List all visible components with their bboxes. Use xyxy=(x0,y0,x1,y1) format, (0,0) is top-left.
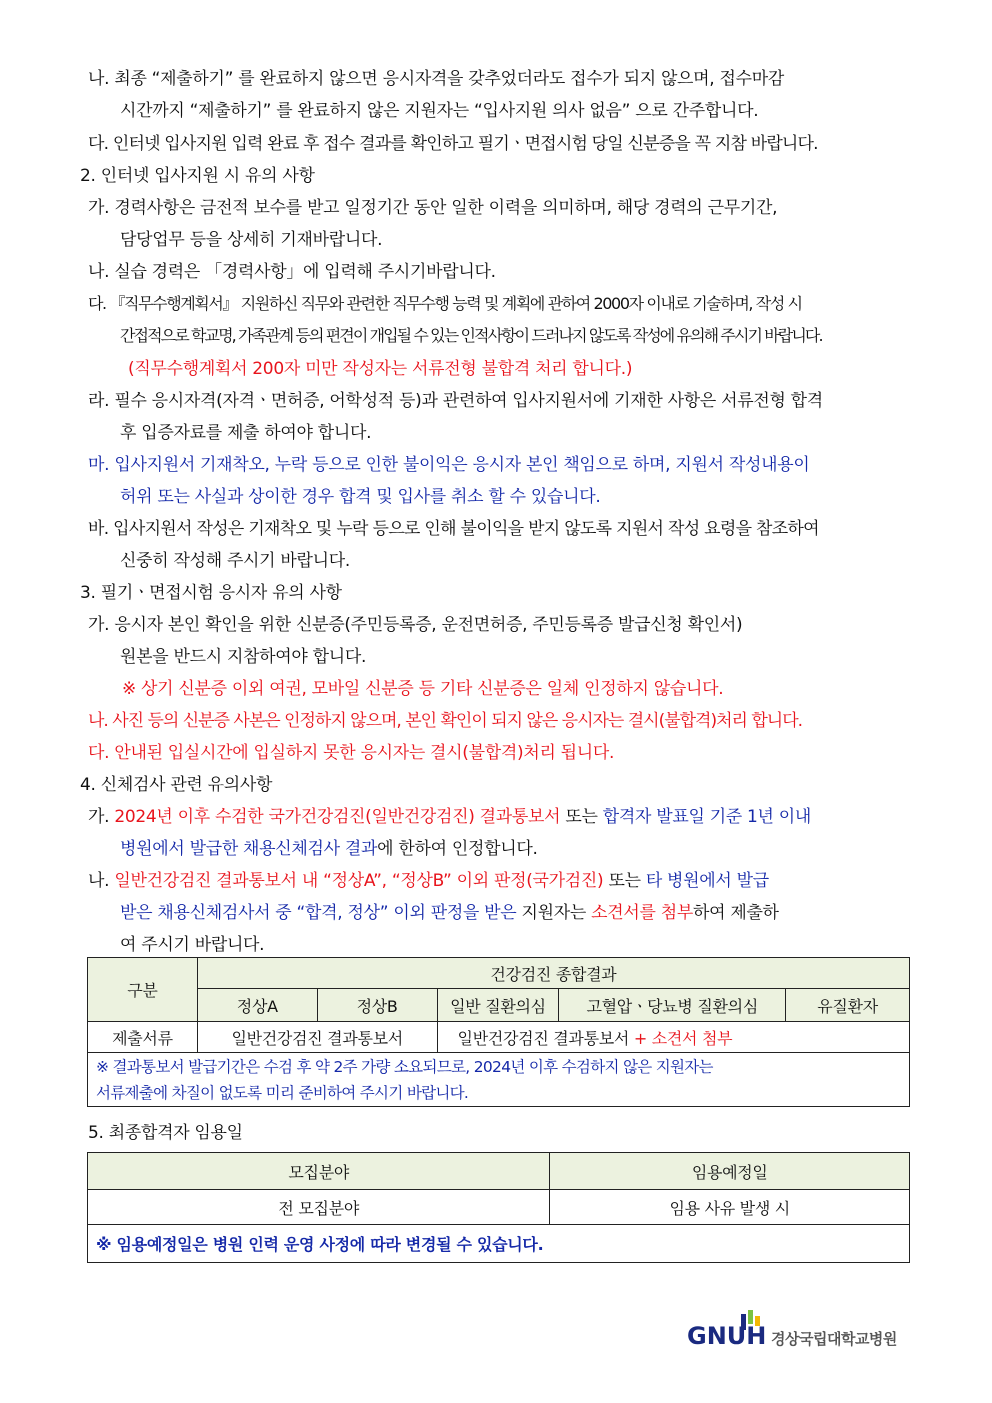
hospital-logo xyxy=(687,1318,917,1358)
submit-text: 하여 제출하 xyxy=(692,903,779,923)
health-check-red-text: 2024년 이후 수검한 국가건강검진(일반건강검진) 결과통보서 xyxy=(114,807,561,827)
opinion-blue-text: 타 병원에서 발급 xyxy=(645,871,769,891)
table-row-label: 제출서류 xyxy=(88,1022,198,1053)
item-ga-health-check xyxy=(0,806,992,828)
section-heading-5: 5. 최종합격자 임용일 xyxy=(88,1123,243,1143)
table-note: ※ 임용예정일은 병원 인력 운영 사정에 따라 변경될 수 있습니다. xyxy=(88,1225,910,1263)
item-da-plan-cont: 간접적으로 학교명, 가족관계 등의 편견이 개입될 수 있는 인적사항이 드러나지 않도록 작성에 유의해 주시기 바랍니다. xyxy=(120,326,822,345)
table-header-col: 정상B xyxy=(317,989,437,1022)
connector-text: 또는 xyxy=(603,871,646,891)
item-ga-id-cont: 원본을 반드시 지참하여야 합니다. xyxy=(120,647,367,667)
item-na-opinion xyxy=(0,870,992,892)
opinion-blue-text-2: 받은 채용신체검사서 중 “합격, 정상” 이외 판정을 받은 xyxy=(120,903,517,923)
table-note-line: 서류제출에 차질이 없도록 미리 준비하여 주시기 바랍니다. xyxy=(96,1083,469,1102)
item-na-final-submit-cont: 시간까지 “제출하기” 를 완료하지 않은 지원자는 “입사지원 의사 없음” 으로 간주합니다. xyxy=(120,101,759,121)
section-heading-2: 2. 인터넷 입사지원 시 유의 사항 xyxy=(80,166,315,186)
table-header-col: 일반 질환의심 xyxy=(437,989,559,1022)
item-da-plan: 다. 『직무수행계획서』 지원하신 직무와 관련한 직무수행 능력 및 계획에 관하여 2000자 이내로 기술하며, 작성 시 xyxy=(88,294,802,313)
opinion-red-text: 일반건강검진 결과통보서 내 “정상A”, “정상B” 이외 판정(국가검진) xyxy=(114,871,604,891)
item-ma-responsibility-cont: 허위 또는 사실과 상이한 경우 합격 및 입사를 취소 할 수 있습니다. xyxy=(120,487,601,507)
table-cell-abnormal xyxy=(437,1022,909,1053)
table-cell-normal: 일반건강검진 결과통보서 xyxy=(197,1022,437,1053)
table-header-col: 정상A xyxy=(197,989,317,1022)
item-marker: 나. xyxy=(88,871,115,891)
table-header-gubun: 구분 xyxy=(88,958,198,1022)
table-header-group: 건강검진 종합결과 xyxy=(197,958,909,989)
item-ga-career-cont: 담당업무 등을 상세히 기재바랍니다. xyxy=(120,230,383,250)
table-header-field: 모집분야 xyxy=(88,1153,550,1190)
item-ba-careful: 바. 입사지원서 작성은 기재착오 및 누락 등으로 인해 불이익을 받지 않도록 지원서 작성 요령을 참조하여 xyxy=(88,519,819,539)
table-note xyxy=(88,1053,910,1107)
item-na-opinion-cont xyxy=(0,902,992,924)
table-note-line: ※ 결과통보서 발급기간은 수검 후 약 2주 가량 소요되므로, 2024년 이후 수검하지 않은 지원자는 xyxy=(96,1057,713,1076)
logo-text-en: GNUH xyxy=(687,1322,767,1350)
item-ma-responsibility: 마. 입사지원서 기재착오, 누락 등으로 인한 불이익은 응시자 본인 책임으로 하며, 지원서 작성내용이 xyxy=(88,455,810,475)
attach-opinion-text: + 소견서 첨부 xyxy=(629,1028,733,1048)
accept-text: 에 한하여 인정합니다. xyxy=(377,839,538,859)
section-heading-3: 3. 필기ㆍ면접시험 응시자 유의 사항 xyxy=(80,583,342,603)
item-na-opinion-cont-2: 여 주시기 바랍니다. xyxy=(120,935,265,955)
item-ga-career: 가. 경력사항은 금전적 보수를 받고 일정기간 동안 일한 이력을 의미하며, 해당 경력의 근무기간, xyxy=(88,198,778,218)
table-cell-date: 임용 사유 발생 시 xyxy=(550,1190,910,1225)
item-ga-health-check-cont xyxy=(0,838,992,860)
item-ga-id-warning: ※ 상기 신분증 이외 여권, 모바일 신분증 등 기타 신분증은 일체 인정하지 않습니다. xyxy=(122,679,724,699)
item-na-final-submit: 나. 최종 “제출하기” 를 완료하지 않으면 응시자격을 갖추었더라도 접수가 되지 않으며, 접수마감 xyxy=(88,69,784,89)
appointment-table xyxy=(87,1152,910,1263)
item-ga-id: 가. 응시자 본인 확인을 위한 신분증(주민등록증, 운전면허증, 주민등록증 발급신청 확인서) xyxy=(88,615,743,635)
item-da-confirm: 다. 인터넷 입사지원 입력 완료 후 접수 결과를 확인하고 필기ㆍ면접시험 당일 신분증을 꼭 지참 바랍니다. xyxy=(88,134,818,154)
item-ba-careful-cont: 신중히 작성해 주시기 바랍니다. xyxy=(120,551,351,571)
item-na-practice: 나. 실습 경력은 「경력사항」에 입력해 주시기바랍니다. xyxy=(88,262,496,282)
logo-text-ko: 경상국립대학교병원 xyxy=(771,1330,897,1348)
health-check-blue-text: 합격자 발표일 기준 1년 이내 xyxy=(602,807,812,827)
abnormal-doc-text: 일반건강검진 결과통보서 xyxy=(457,1028,630,1048)
connector-text: 또는 xyxy=(560,807,603,827)
health-check-table xyxy=(87,957,910,1107)
hospital-exam-text: 병원에서 발급한 채용신체검사 결과 xyxy=(120,839,378,859)
attach-opinion-text: 소견서를 첨부 xyxy=(591,903,693,923)
table-header-date: 임용예정일 xyxy=(550,1153,910,1190)
applicant-text: 지원자는 xyxy=(516,903,592,923)
item-da-plan-warning: (직무수행계획서 200자 미만 작성자는 서류전형 불합격 처리 합니다.) xyxy=(128,359,633,379)
table-header-col: 고혈압ㆍ당뇨병 질환의심 xyxy=(559,989,786,1022)
item-da-late: 다. 안내된 입실시간에 입실하지 못한 응시자는 결시(불합격)처리 됩니다. xyxy=(88,743,615,763)
table-header-col: 유질환자 xyxy=(786,989,910,1022)
item-ra-qualification-cont: 후 입증자료를 제출 하여야 합니다. xyxy=(120,423,372,443)
item-ra-qualification: 라. 필수 응시자격(자격ㆍ면허증, 어학성적 등)과 관련하여 입사지원서에 기재한 사항은 서류전형 합격 xyxy=(88,391,823,411)
table-cell-field: 전 모집분야 xyxy=(88,1190,550,1225)
item-marker: 가. xyxy=(88,807,115,827)
section-heading-4: 4. 신체검사 관련 유의사항 xyxy=(80,775,273,795)
item-na-id-copy: 나. 사진 등의 신분증 사본은 인정하지 않으며, 본인 확인이 되지 않은 응시자는 결시(불합격)처리 합니다. xyxy=(88,711,803,731)
